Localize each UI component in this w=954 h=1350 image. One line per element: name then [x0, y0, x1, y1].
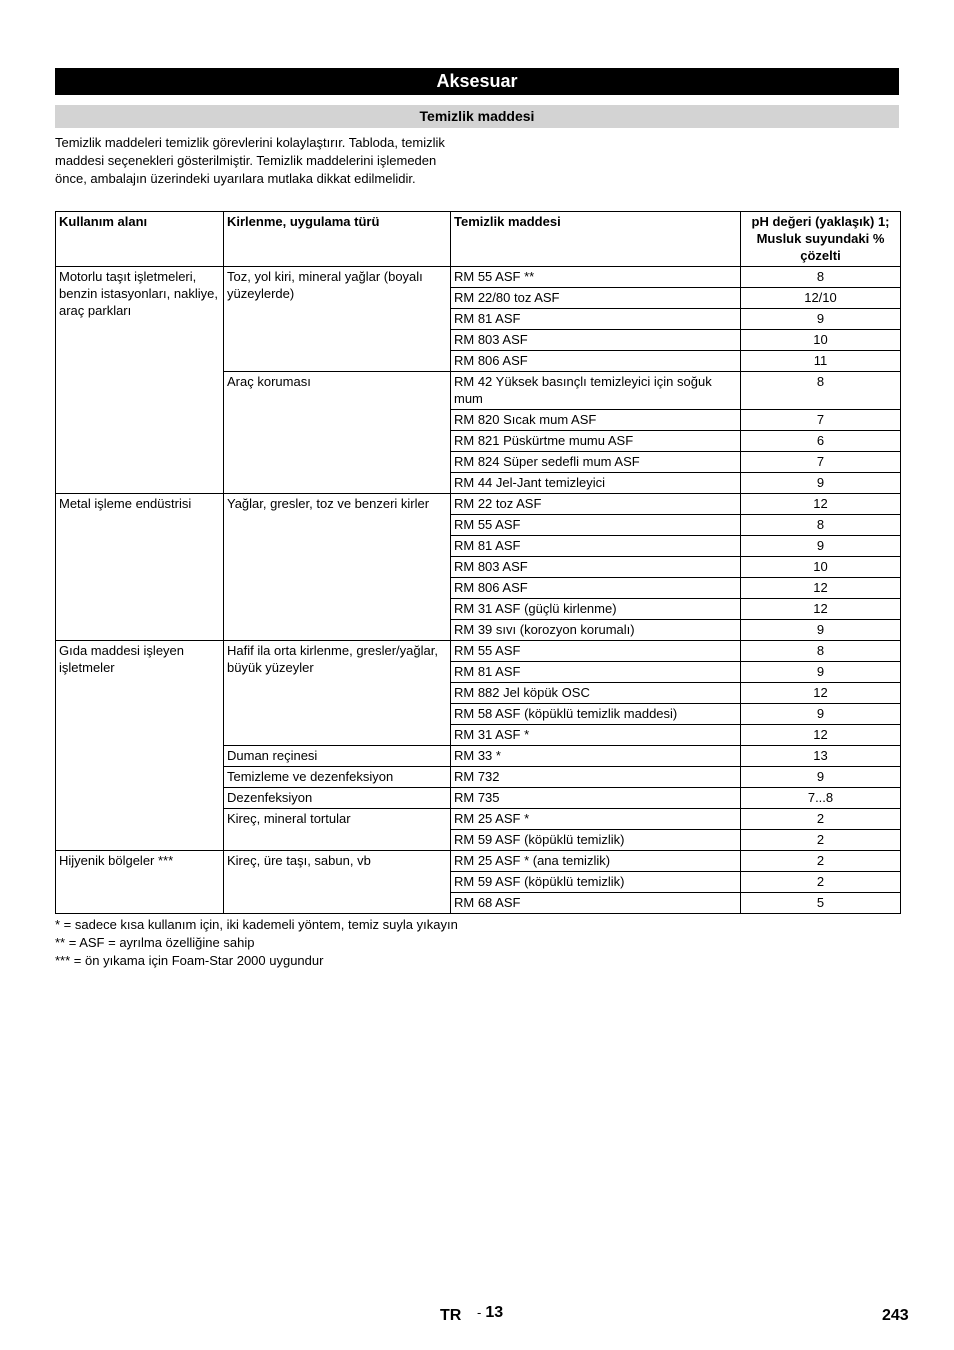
agent-cell: RM 22/80 toz ASF: [451, 288, 741, 309]
usage-area-cell: Metal işleme endüstrisi: [56, 494, 224, 641]
ph-cell: 5: [741, 893, 901, 914]
agent-cell: RM 42 Yüksek basınçlı temizleyici için soğuk mum: [451, 372, 741, 410]
footnote: ** = ASF = ayrılma özelliğine sahip: [55, 935, 255, 950]
ph-cell: 8: [741, 372, 901, 410]
ph-cell: 2: [741, 872, 901, 893]
agent-cell: RM 31 ASF *: [451, 725, 741, 746]
soiling-type-cell: Yağlar, gresler, toz ve benzeri kirler: [224, 494, 451, 641]
ph-cell: 12: [741, 494, 901, 515]
agent-cell: RM 735: [451, 788, 741, 809]
table-header-row: [56, 212, 901, 267]
ph-cell: 12: [741, 599, 901, 620]
agent-cell: RM 821 Püskürtme mumu ASF: [451, 431, 741, 452]
agent-cell: RM 824 Süper sedefli mum ASF: [451, 452, 741, 473]
table-row: [56, 267, 901, 288]
footer-local-page: [477, 1304, 503, 1322]
ph-cell: 10: [741, 557, 901, 578]
ph-cell: 2: [741, 809, 901, 830]
agent-cell: RM 58 ASF (köpüklü temizlik maddesi): [451, 704, 741, 725]
footer-page-number: 243: [882, 1307, 909, 1324]
soiling-type-cell: Toz, yol kiri, mineral yağlar (boyalı yüzeylerde): [224, 267, 451, 372]
header-agent: Temizlik maddesi: [451, 212, 741, 267]
ph-cell: 9: [741, 767, 901, 788]
agent-cell: RM 882 Jel köpük OSC: [451, 683, 741, 704]
header-ph: pH değeri (yaklaşık) 1; Musluk suyundaki % çözelti: [741, 212, 901, 267]
header-type: Kirlenme, uygulama türü: [224, 212, 451, 267]
table-row: [56, 851, 901, 872]
ph-cell: 12/10: [741, 288, 901, 309]
soiling-type-cell: Araç koruması: [224, 372, 451, 494]
ph-cell: 9: [741, 473, 901, 494]
ph-cell: 9: [741, 662, 901, 683]
agent-cell: RM 81 ASF: [451, 536, 741, 557]
agent-cell: RM 31 ASF (güçlü kirlenme): [451, 599, 741, 620]
ph-cell: 2: [741, 830, 901, 851]
agent-cell: RM 22 toz ASF: [451, 494, 741, 515]
agent-cell: RM 25 ASF *: [451, 809, 741, 830]
ph-cell: 9: [741, 620, 901, 641]
cleaning-agent-table: [55, 211, 901, 914]
usage-area-cell: Motorlu taşıt işletmeleri, benzin istasyonları, nakliye, araç parkları: [56, 267, 224, 494]
agent-cell: RM 803 ASF: [451, 557, 741, 578]
agent-cell: RM 55 ASF: [451, 515, 741, 536]
agent-cell: RM 68 ASF: [451, 893, 741, 914]
agent-cell: RM 33 *: [451, 746, 741, 767]
footer-language: TR: [440, 1307, 462, 1324]
ph-cell: 10: [741, 330, 901, 351]
ph-cell: 13: [741, 746, 901, 767]
agent-cell: RM 55 ASF **: [451, 267, 741, 288]
ph-cell: 11: [741, 351, 901, 372]
ph-cell: 9: [741, 704, 901, 725]
footer-local-page-number: 13: [485, 1304, 504, 1321]
ph-cell: 8: [741, 515, 901, 536]
soiling-type-cell: Duman reçinesi: [224, 746, 451, 767]
soiling-type-cell: Hafif ila orta kirlenme, gresler/yağlar, büyük yüzeyler: [224, 641, 451, 746]
soiling-type-cell: Kireç, üre taşı, sabun, vb: [224, 851, 451, 914]
agent-cell: RM 81 ASF: [451, 309, 741, 330]
soiling-type-cell: Temizleme ve dezenfeksiyon: [224, 767, 451, 788]
ph-cell: 12: [741, 578, 901, 599]
ph-cell: 8: [741, 641, 901, 662]
footnote: *** = ön yıkama için Foam-Star 2000 uygundur: [55, 953, 324, 968]
usage-area-cell: Hijyenik bölgeler ***: [56, 851, 224, 914]
ph-cell: 9: [741, 309, 901, 330]
ph-cell: 7: [741, 452, 901, 473]
soiling-type-cell: Kireç, mineral tortular: [224, 809, 451, 851]
ph-cell: 8: [741, 267, 901, 288]
ph-cell: 7...8: [741, 788, 901, 809]
ph-cell: 7: [741, 410, 901, 431]
table-row: [56, 641, 901, 662]
agent-cell: RM 25 ASF * (ana temizlik): [451, 851, 741, 872]
ph-cell: 9: [741, 536, 901, 557]
usage-area-cell: Gıda maddesi işleyen işletmeler: [56, 641, 224, 851]
agent-cell: RM 44 Jel-Jant temizleyici: [451, 473, 741, 494]
agent-cell: RM 820 Sıcak mum ASF: [451, 410, 741, 431]
agent-cell: RM 81 ASF: [451, 662, 741, 683]
agent-cell: RM 803 ASF: [451, 330, 741, 351]
footnote: * = sadece kısa kullanım için, iki kademeli yöntem, temiz suyla yıkayın: [55, 917, 458, 932]
agent-cell: RM 59 ASF (köpüklü temizlik): [451, 830, 741, 851]
agent-cell: RM 59 ASF (köpüklü temizlik): [451, 872, 741, 893]
table-row: [56, 494, 901, 515]
table-body: [56, 267, 901, 914]
intro-paragraph: Temizlik maddeleri temizlik görevlerini kolaylaştırır. Tabloda, temizlik maddesi seçenekleri gösterilmiştir. Temizlik maddelerini işlemeden önce, ambalajın üzerindeki uyarılara mutlaka dikkat edilmelidir.: [55, 135, 445, 186]
footnotes: [55, 916, 470, 970]
agent-cell: RM 39 sıvı (korozyon korumalı): [451, 620, 741, 641]
header-area: Kullanım alanı: [56, 212, 224, 267]
ph-cell: 12: [741, 683, 901, 704]
agent-cell: RM 806 ASF: [451, 351, 741, 372]
agent-cell: RM 806 ASF: [451, 578, 741, 599]
soiling-type-cell: Dezenfeksiyon: [224, 788, 451, 809]
section-title: Aksesuar: [55, 68, 899, 95]
ph-cell: 12: [741, 725, 901, 746]
footer-dash: -: [477, 1305, 482, 1320]
sub-title: Temizlik maddesi: [55, 105, 899, 128]
ph-cell: 6: [741, 431, 901, 452]
agent-cell: RM 732: [451, 767, 741, 788]
ph-cell: 2: [741, 851, 901, 872]
agent-cell: RM 55 ASF: [451, 641, 741, 662]
